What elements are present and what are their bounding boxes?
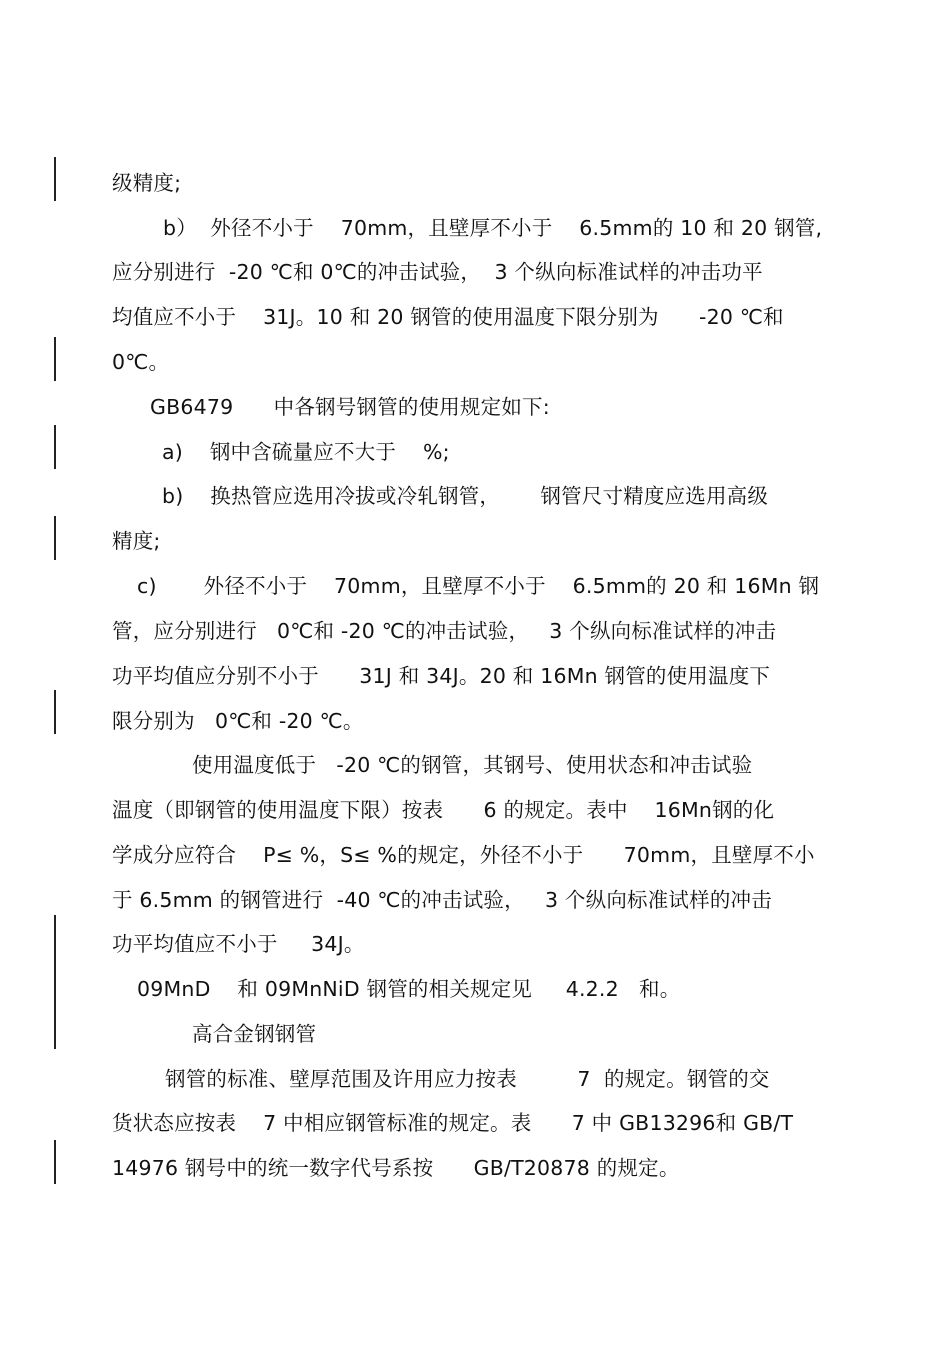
- text-line: 功平均值应分别不小于 31J 和 34J。20 和 16Mn 钢管的使用温度下: [112, 664, 771, 688]
- revision-bar: [54, 915, 56, 1049]
- revision-bar: [54, 690, 56, 734]
- text-line: c) 外径不小于 70mm，且壁厚不小于 6.5mm的 20 和 16Mn 钢: [137, 574, 820, 598]
- text-line: b） 外径不小于 70mm，且壁厚不小于 6.5mm的 10 和 20 钢管,: [163, 216, 823, 240]
- text-line: 级精度;: [112, 171, 182, 195]
- text-line: 均值应不小于 31J。10 和 20 钢管的使用温度下限分别为 -20 ℃和: [112, 305, 784, 329]
- text-line: 管，应分别进行 0℃和 -20 ℃的冲击试验， 3 个纵向标准试样的冲击: [112, 619, 777, 643]
- text-line: 0℃。: [112, 350, 170, 374]
- revision-bar: [54, 425, 56, 469]
- text-line: a) 钢中含硫量应不大于 %;: [162, 440, 450, 464]
- text-line: 精度;: [112, 529, 161, 553]
- text-line: 应分别进行 -20 ℃和 0℃的冲击试验， 3 个纵向标准试样的冲击功平: [112, 260, 763, 284]
- text-line: 学成分应符合 P≤ %，S≤ %的规定，外径不小于 70mm，且壁厚不小: [112, 843, 815, 867]
- revision-bar: [54, 157, 56, 201]
- text-line: 货状态应按表 7 中相应钢管标准的规定。表 7 中 GB13296和 GB/T: [112, 1111, 794, 1135]
- revision-bar: [54, 516, 56, 560]
- text-line: 功平均值应不小于 34J。: [112, 932, 365, 956]
- text-line: 于 6.5mm 的钢管进行 -40 ℃的冲击试验， 3 个纵向标准试样的冲击: [112, 888, 772, 912]
- text-line: 钢管的标准、壁厚范围及许用应力按表 7 的规定。钢管的交: [165, 1067, 770, 1091]
- text-line: 温度（即钢管的使用温度下限）按表 6 的规定。表中 16Mn钢的化: [112, 798, 775, 822]
- text-line: GB6479 中各钢号钢管的使用规定如下:: [150, 395, 550, 419]
- revision-bar: [54, 1140, 56, 1184]
- text-line: 限分别为 0℃和 -20 ℃。: [112, 709, 364, 733]
- text-line: b) 换热管应选用冷拔或冷轧钢管， 钢管尺寸精度应选用高级: [162, 484, 769, 508]
- text-line: 高合金钢钢管: [192, 1022, 317, 1046]
- revision-bar: [54, 337, 56, 381]
- text-line: 09MnD 和 09MnNiD 钢管的相关规定见 4.2.2 和。: [137, 977, 681, 1001]
- text-line: 使用温度低于 -20 ℃的钢管，其钢号、使用状态和冲击试验: [192, 753, 753, 777]
- text-line: 14976 钢号中的统一数字代号系按 GB/T20878 的规定。: [112, 1156, 680, 1180]
